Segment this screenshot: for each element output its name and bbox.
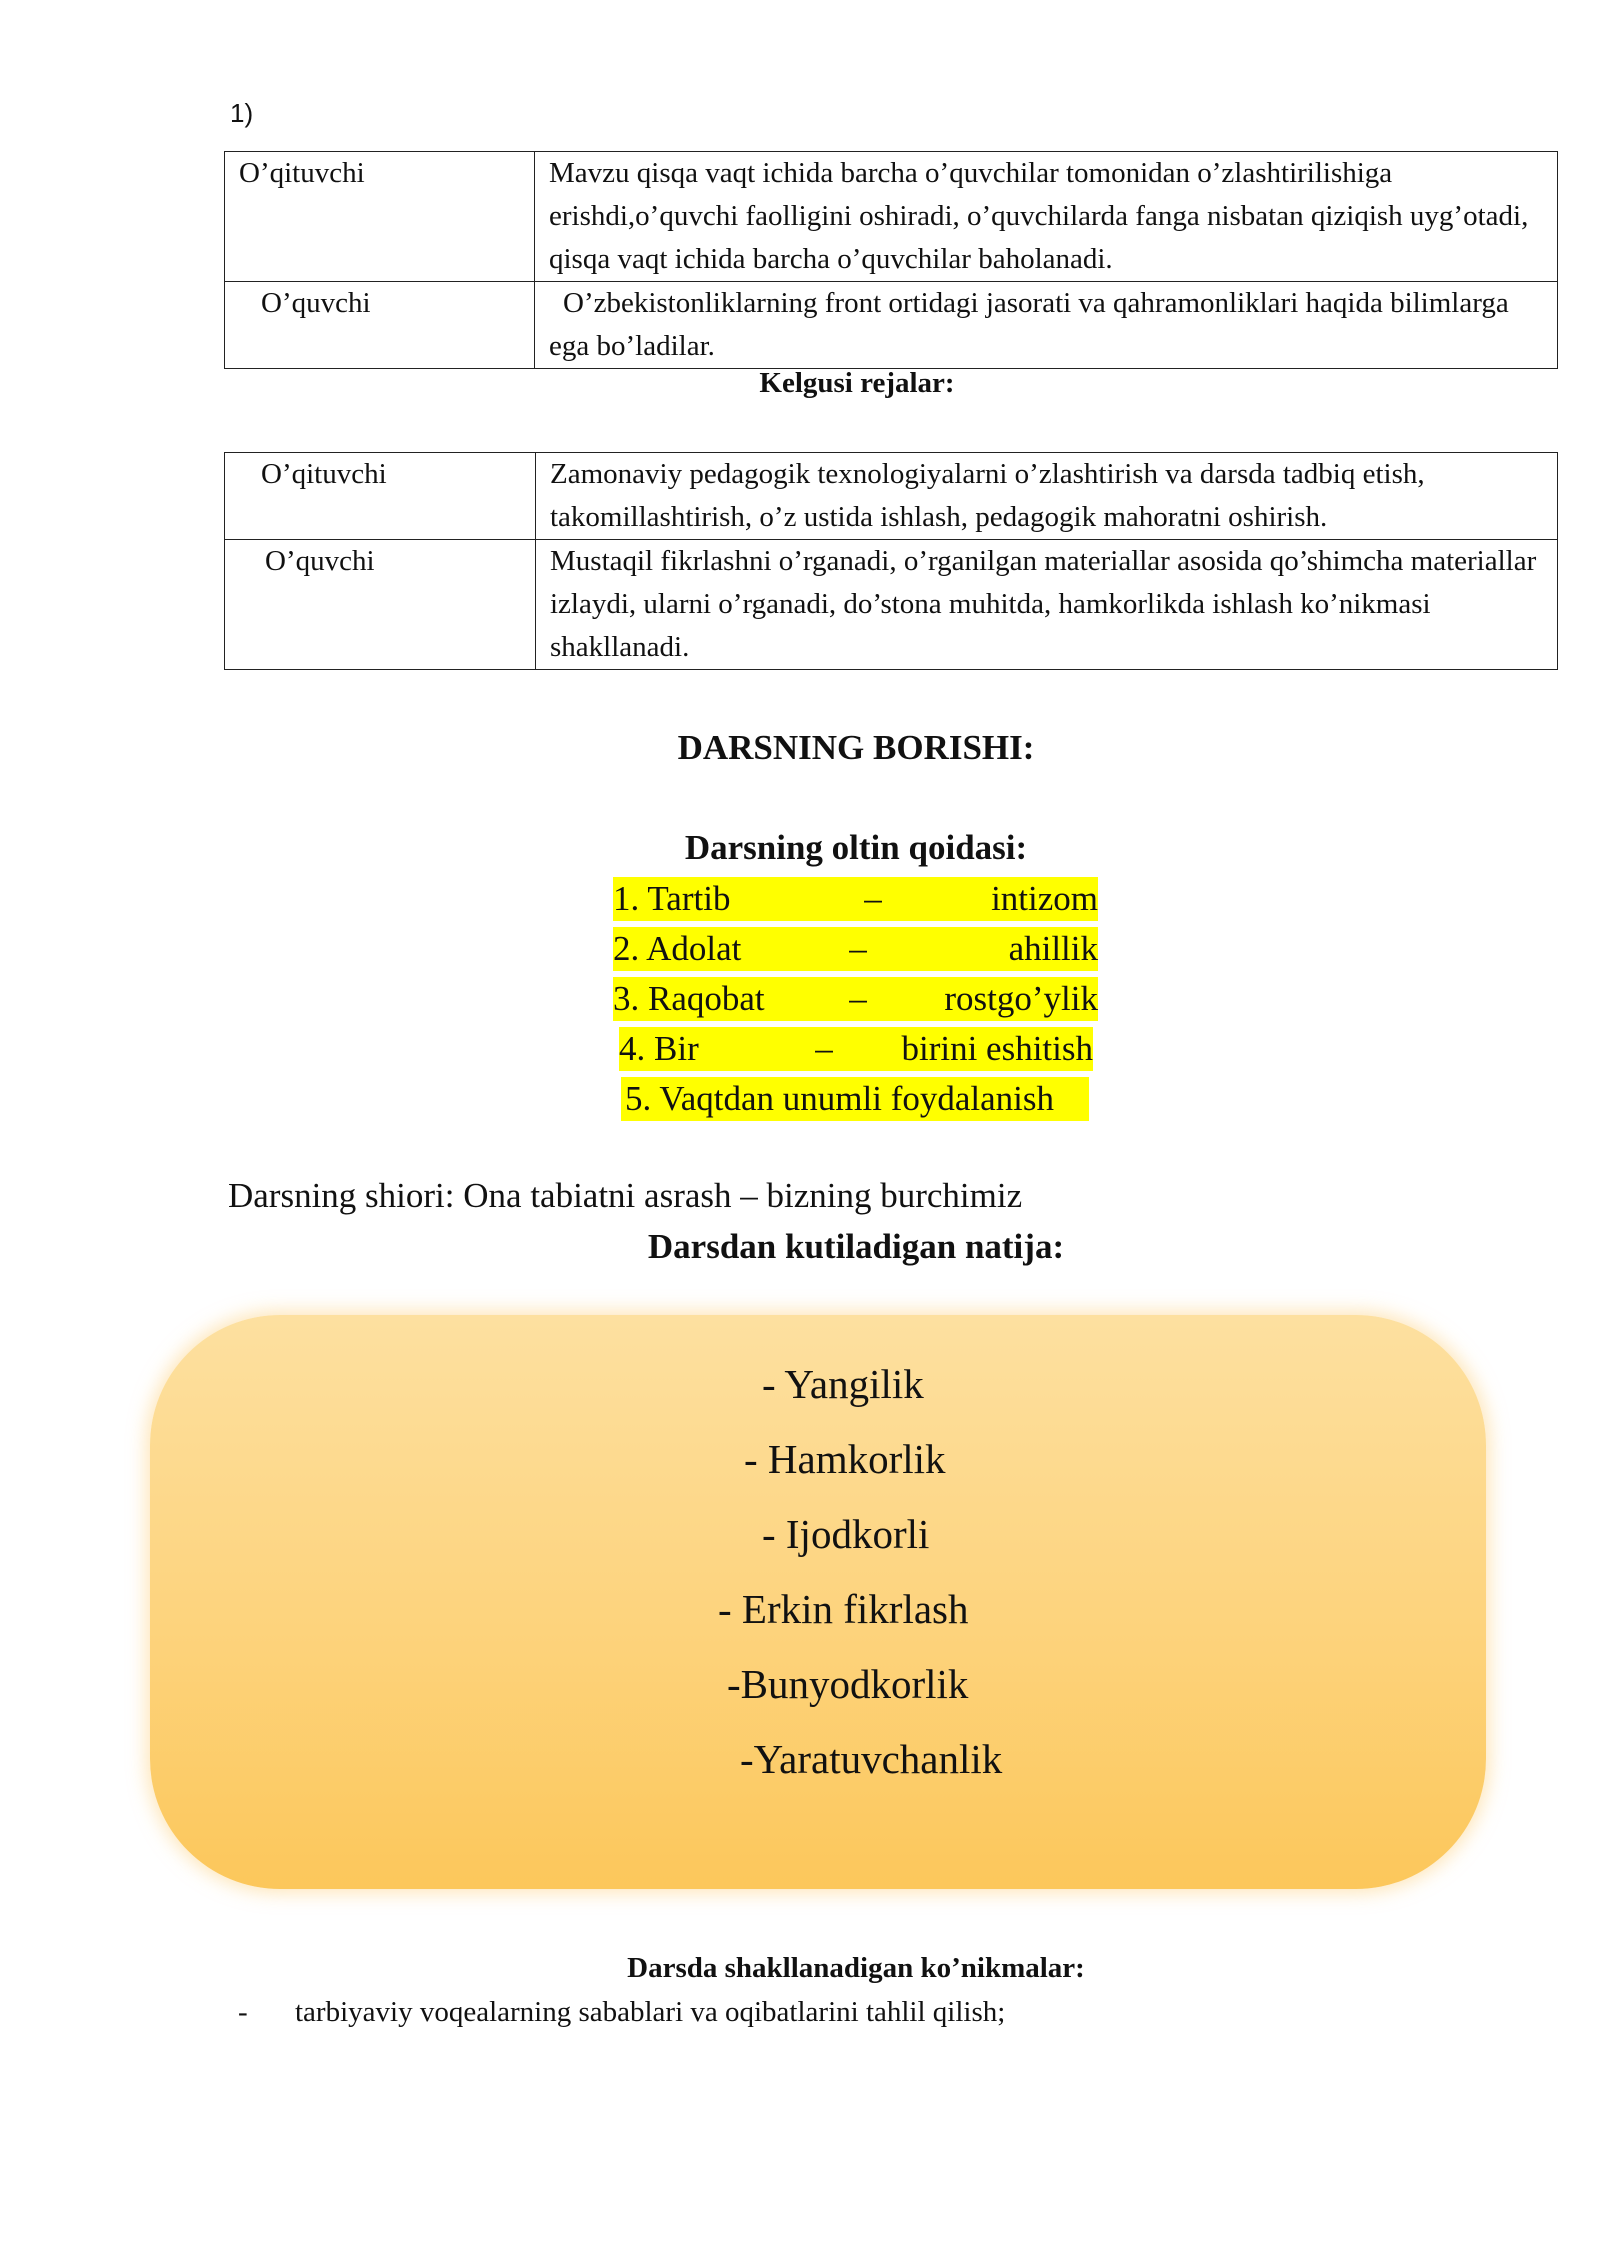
lesson-motto: Darsning shiori: Ona tabiatni asrash – bizning burchimiz [228,1176,1023,1215]
description-cell: Zamonaviy pedagogik texnologiyalarni o’zlashtirish va darsda tadbiq etish, takomillashtirish, o’z ustida ishlash, pedagogik mahoratni oshirish. [536,453,1558,540]
expected-results-title: Darsdan kutiladigan natija: [647,1227,1065,1266]
rule-item [613,877,1098,921]
outcome-item: - Erkin fikrlash [718,1586,969,1632]
outcome-item: - Hamkorlik [744,1436,946,1482]
role-cell: O’quvchi [225,540,536,670]
rule-right: birini eshitish [901,1029,1093,1068]
skill-bullet: - [238,1996,248,2028]
golden-rules-title: Darsning oltin qoidasi: [684,828,1028,867]
rule-right: intizom [991,879,1098,918]
table-row [225,282,1558,369]
rule-dash: – [849,979,867,1018]
rule-right: ahillik [1008,929,1098,968]
rule-left: 1. Tartib [613,879,731,918]
rule-item [619,1027,1093,1071]
rule-dash: – [864,879,882,918]
rule-left: 5. Vaqtdan unumli foydalanish [625,1079,1055,1118]
page-number: 1) [230,98,254,128]
description-cell [535,282,1558,369]
table-row [225,453,1558,540]
outcome-item: -Bunyodkorlik [727,1661,969,1707]
skill-item: tarbiyaviy voqealarning sabablari va oqibatlarini tahlil qilish; [295,1996,1006,2028]
outcome-item: -Yaratuvchanlik [740,1736,1003,1782]
table-row [225,152,1558,282]
role-cell: O’quvchi [225,282,535,369]
role-cell: O’qituvchi [225,453,536,540]
rule-dash: – [815,1029,833,1068]
future-plans-heading: Kelgusi rejalar: [759,367,955,399]
rule-dash: – [849,929,867,968]
rule-left: 3. Raqobat [613,979,765,1018]
rule-left: 4. Bir [619,1029,699,1068]
rule-item [621,1077,1089,1121]
rule-left: 2. Adolat [613,929,742,968]
outcome-item: - Ijodkorli [762,1511,930,1557]
future-plans-table [224,452,1558,670]
expected-results-box [150,1315,1486,1889]
golden-rules-list [613,877,1098,1127]
table-row [225,540,1558,670]
description-cell: Mavzu qisqa vaqt ichida barcha o’quvchilar tomonidan o’zlashtirilishiga erishdi,o’quvchi faolligini oshiradi, o’quvchilarda fanga nisbatan qiziqish uyg’otadi, qisqa vaqt ichida barcha o’quvchilar baholanadi. [535,152,1558,282]
outcome-item: - Yangilik [762,1361,924,1407]
skills-title: Darsda shakllanadigan ko’nikmalar: [627,1952,1085,1984]
rule-item [613,927,1098,971]
results-table [224,151,1558,369]
description-cell: Mustaqil fikrlashni o’rganadi, o’rganilgan materiallar asosida qo’shimcha materiallar izlaydi, ularni o’rganadi, do’stona muhitda, hamkorlikda ishlash ko’nikmasi shakllanadi. [536,540,1558,670]
rule-right: rostgo’ylik [944,979,1098,1018]
description-text: O’zbekistonliklarning front ortidagi jasorati va qahramonliklari haqida bilimlarga ega bo’ladilar. [549,287,1509,362]
lesson-heading: DARSNING BORISHI: [677,728,1035,767]
role-cell: O’qituvchi [225,152,535,282]
rule-item [613,977,1098,1021]
